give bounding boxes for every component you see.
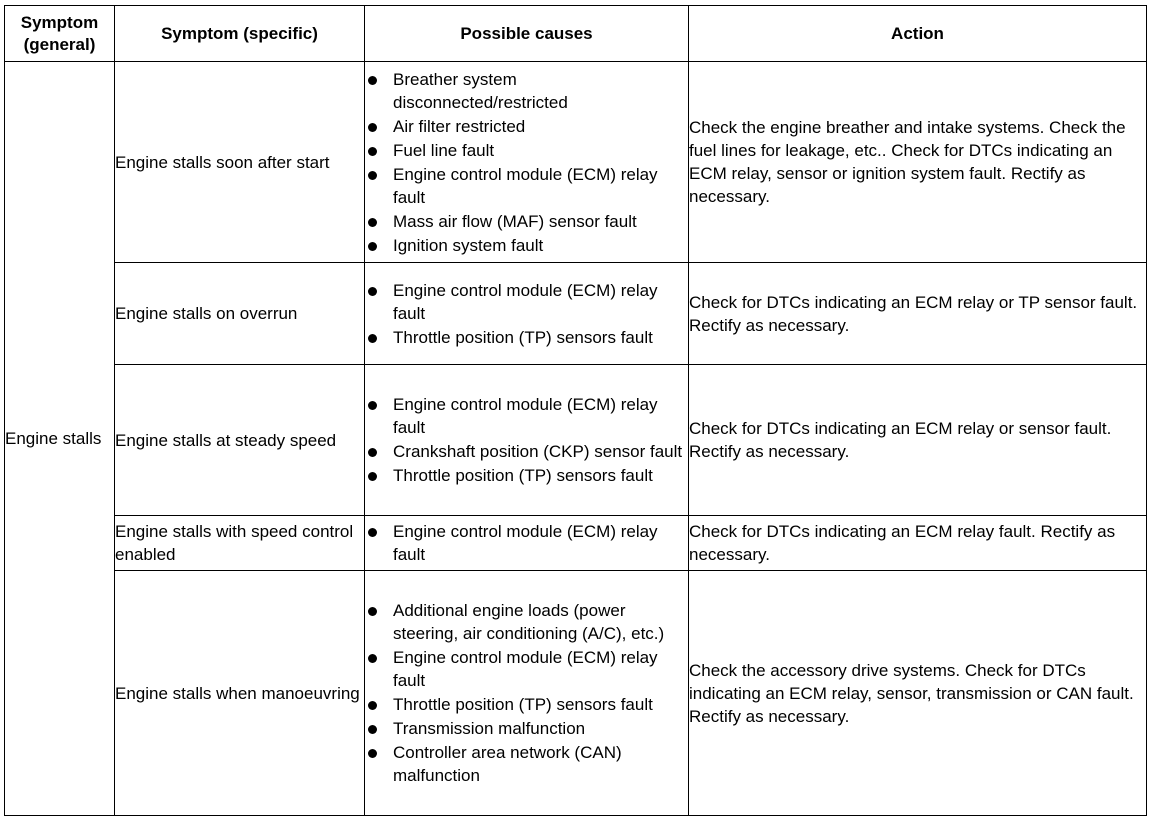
cause-item: Breather system disconnected/restricted [365,68,688,114]
cause-item: Engine control module (ECM) relay fault [365,520,688,566]
causes-list [365,279,688,349]
table-row [5,516,1147,571]
causes-list [365,68,688,257]
action-cell: Check the engine breather and intake systems. Check the fuel lines for leakage, etc.. Check for DTCs indicating an ECM relay, sensor or ignition system fault. Rectify as necessary. [689,62,1147,263]
cause-item: Crankshaft position (CKP) sensor fault [365,440,688,463]
causes-cell [365,516,689,571]
header-symptom-general: Symptom (general) [5,6,115,62]
cause-item: Throttle position (TP) sensors fault [365,326,688,349]
cause-item: Throttle position (TP) sensors fault [365,464,688,487]
cause-item: Additional engine loads (power steering, air conditioning (A/C), etc.) [365,599,688,645]
table-row [5,571,1147,816]
header-row [5,6,1147,62]
header-action: Action [689,6,1147,62]
cause-item: Throttle position (TP) sensors fault [365,693,688,716]
causes-cell [365,571,689,816]
causes-cell [365,62,689,263]
cause-item: Ignition system fault [365,234,688,257]
cause-item: Engine control module (ECM) relay fault [365,279,688,325]
table-row [5,62,1147,263]
header-possible-causes: Possible causes [365,6,689,62]
specific-symptom-cell: Engine stalls with speed control enabled [115,516,365,571]
cause-item: Air filter restricted [365,115,688,138]
specific-symptom-cell: Engine stalls on overrun [115,263,365,365]
general-symptom-cell: Engine stalls [5,62,115,816]
action-cell: Check for DTCs indicating an ECM relay or sensor fault. Rectify as necessary. [689,365,1147,516]
specific-symptom-cell: Engine stalls soon after start [115,62,365,263]
causes-cell [365,365,689,516]
cause-item: Controller area network (CAN) malfunction [365,741,688,787]
specific-symptom-cell: Engine stalls when manoeuvring [115,571,365,816]
cause-item: Transmission malfunction [365,717,688,740]
causes-list [365,520,688,566]
cause-item: Engine control module (ECM) relay fault [365,393,688,439]
table-row [5,365,1147,516]
cause-item: Engine control module (ECM) relay fault [365,646,688,692]
cause-item: Fuel line fault [365,139,688,162]
header-symptom-specific: Symptom (specific) [115,6,365,62]
table-row [5,263,1147,365]
symptom-table [4,5,1147,816]
action-cell: Check for DTCs indicating an ECM relay fault. Rectify as necessary. [689,516,1147,571]
cause-item: Mass air flow (MAF) sensor fault [365,210,688,233]
action-cell: Check the accessory drive systems. Check for DTCs indicating an ECM relay, sensor, transmission or CAN fault. Rectify as necessary. [689,571,1147,816]
causes-list [365,599,688,787]
action-cell: Check for DTCs indicating an ECM relay or TP sensor fault. Rectify as necessary. [689,263,1147,365]
causes-cell [365,263,689,365]
specific-symptom-cell: Engine stalls at steady speed [115,365,365,516]
causes-list [365,393,688,487]
cause-item: Engine control module (ECM) relay fault [365,163,688,209]
